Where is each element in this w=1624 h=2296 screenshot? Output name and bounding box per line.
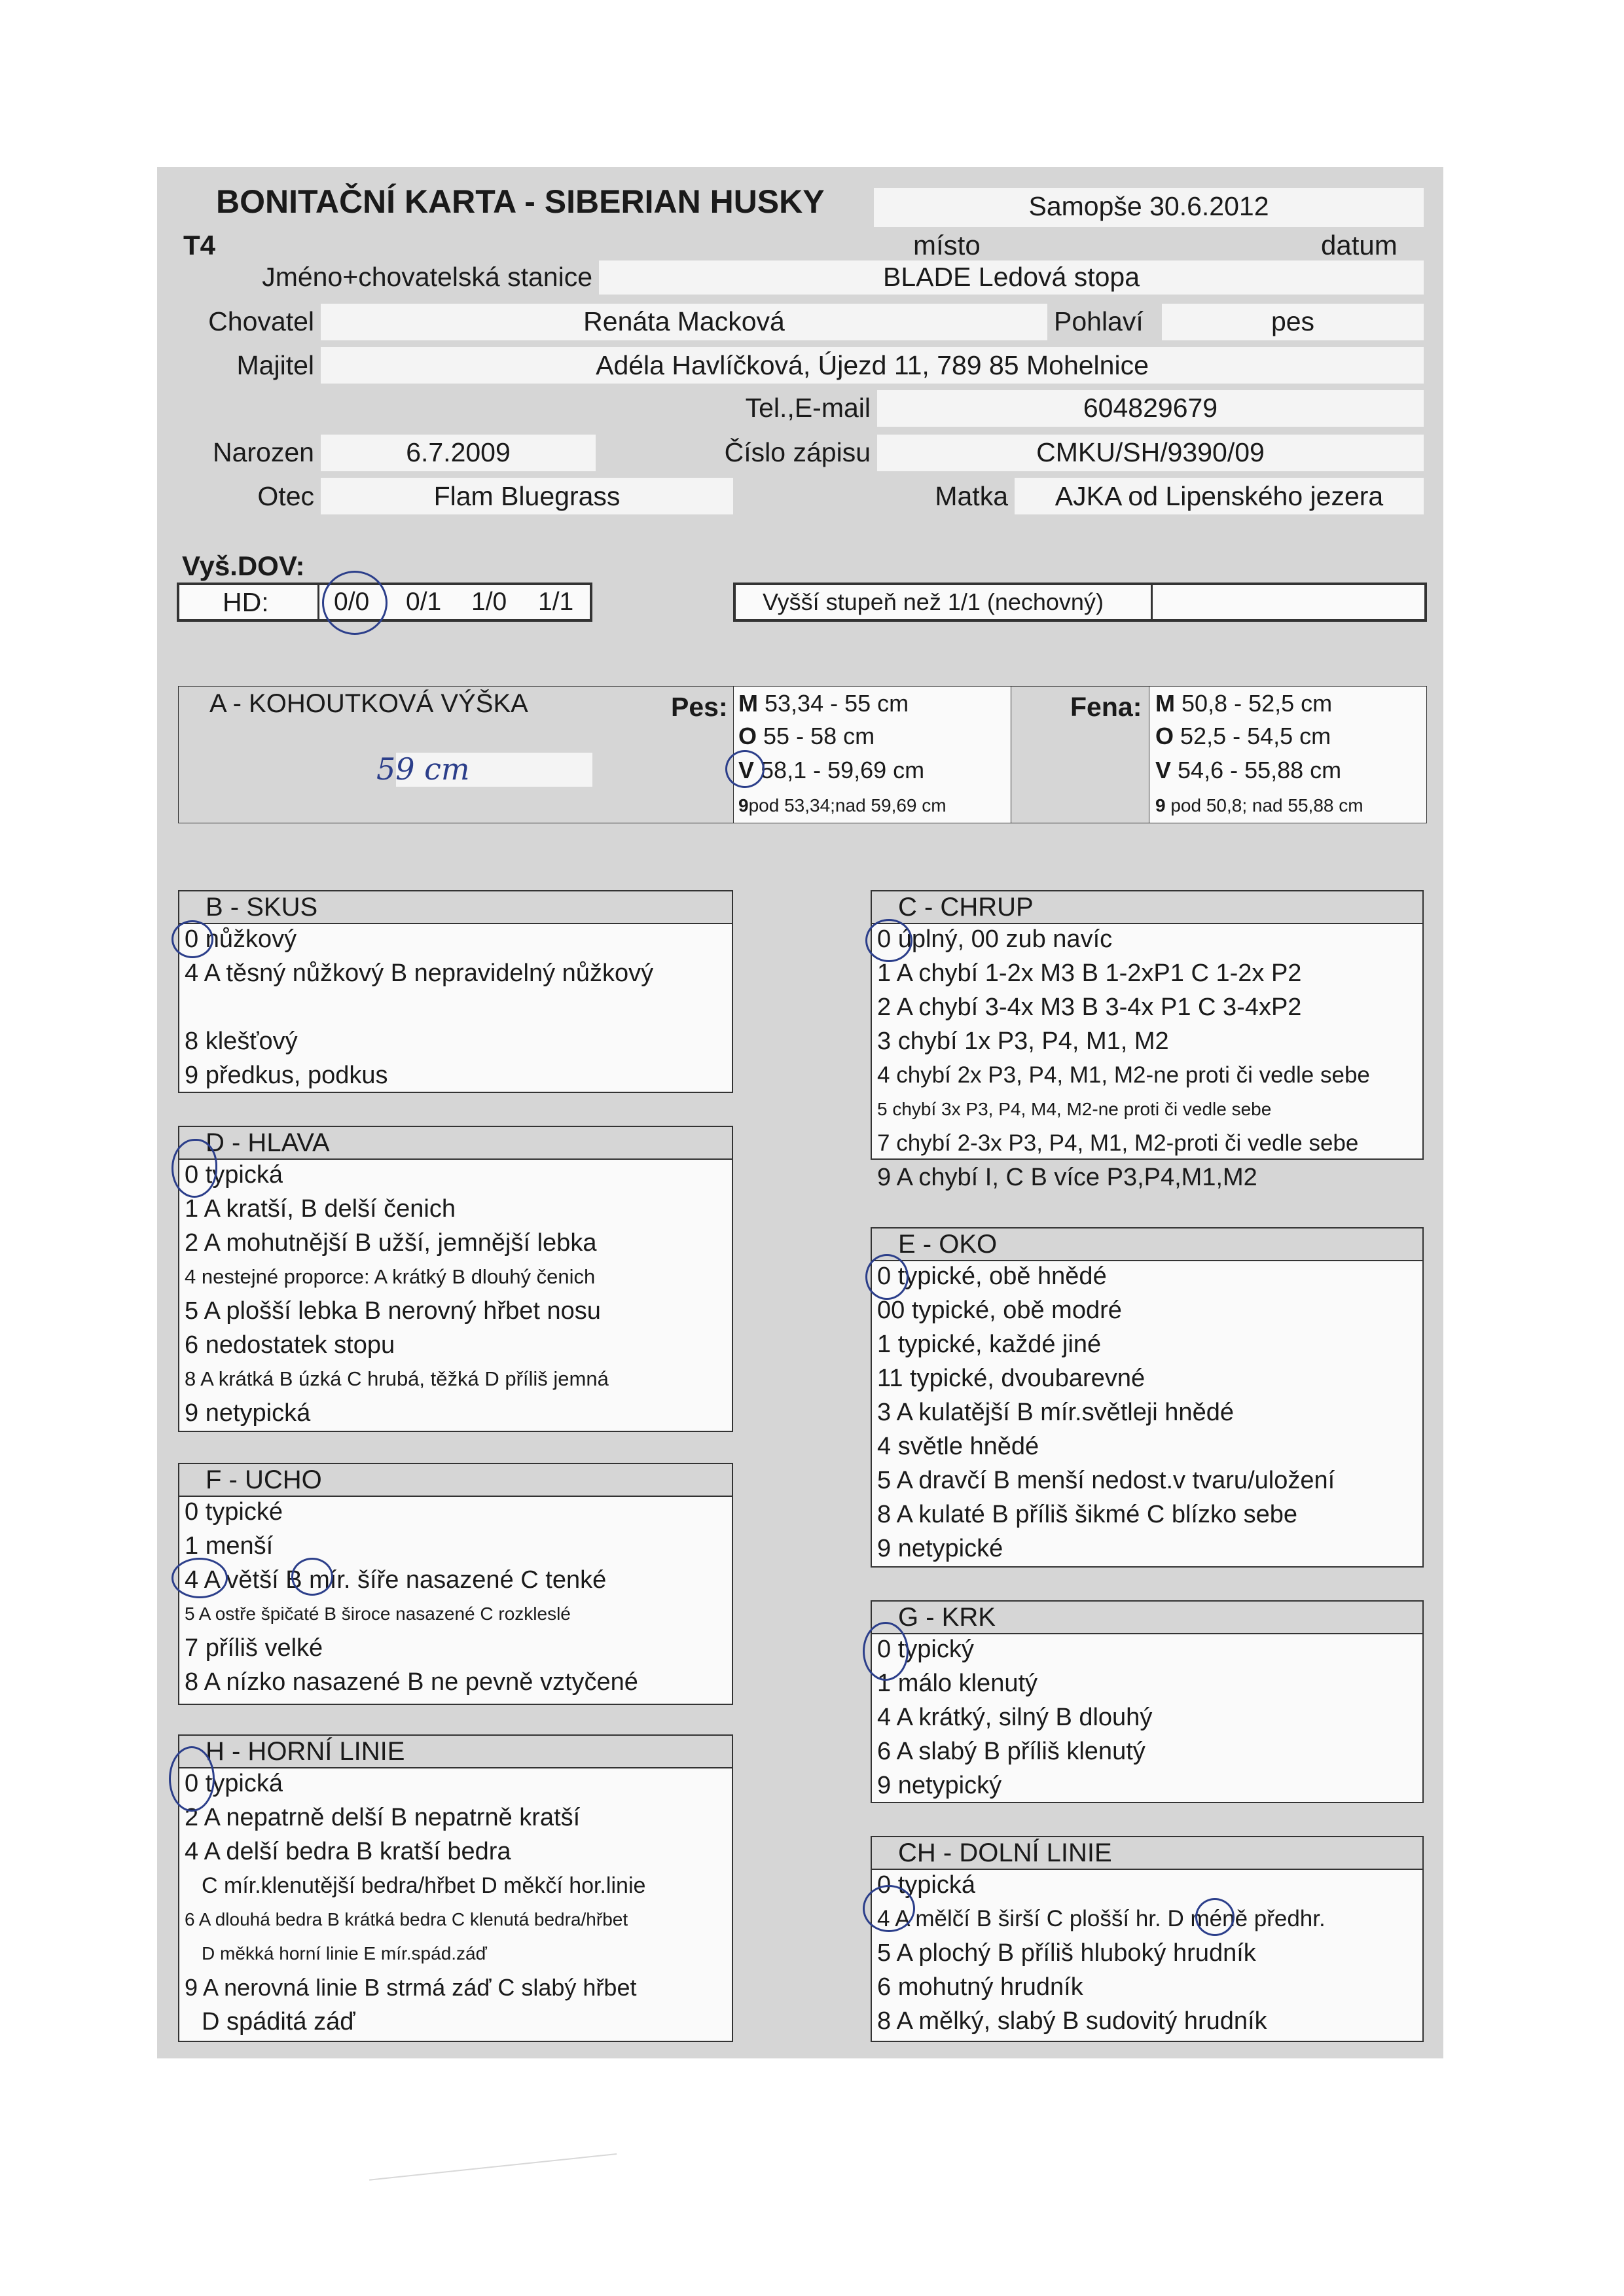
reg-value: CMKU/SH/9390/09 (1036, 437, 1265, 467)
underline-title: CH - DOLNÍ LINIE (872, 1837, 1422, 1870)
bite-option: 8 klešťový (185, 1028, 298, 1055)
male-row-m-text: 53,34 - 55 cm (765, 690, 909, 717)
ear-option: 1 menší (185, 1532, 274, 1560)
head-option: 5 A plošší lebka B nerovný hřbet nosu (185, 1297, 601, 1325)
owner-label: Majitel (236, 350, 314, 380)
head-option: 4 nestejné proporce: A krátký B dlouhý čenich (185, 1265, 596, 1288)
topline-option: 9 A nerovná linie B strmá záď C slabý hřbet (185, 1974, 637, 2001)
reg-label: Číslo zápisu (724, 437, 871, 467)
bite-option: 9 předkus, podkus (185, 1062, 388, 1089)
topline-option: D měkká horní linie E mír.spád.záď (202, 1943, 487, 1964)
neck-option: 0 typický (877, 1636, 974, 1663)
circle-mark-hd (322, 571, 388, 635)
underline-option: 8 A mělký, slabý B sudovitý hrudník (877, 2007, 1267, 2035)
head-option: 6 nedostatek stopu (185, 1331, 395, 1359)
neck-option: 9 netypický (877, 1772, 1002, 1799)
born-label: Narozen (213, 437, 314, 467)
male-row-v (738, 755, 924, 785)
topline-title: H - HORNÍ LINIE (179, 1736, 732, 1768)
female-row-o (1155, 721, 1331, 751)
dog-label: Jméno+chovatelská stanice (262, 262, 592, 292)
owner-value: Adéla Havlíčková, Újezd 11, 789 85 Mohelnice (596, 350, 1149, 380)
male-row-9-text: pod 53,34;nad 59,69 cm (748, 795, 947, 816)
circle-mark-head (171, 1139, 217, 1198)
circle-mark-ear-b (291, 1558, 333, 1596)
female-row-v-text: 54,6 - 55,88 cm (1178, 757, 1342, 783)
hd-option-01: 0/1 (406, 588, 442, 616)
female-row-9-text: pod 50,8; nad 55,88 cm (1170, 795, 1363, 816)
eye-option: 1 typické, každé jiné (877, 1331, 1102, 1358)
female-row-o-code: O (1155, 723, 1174, 749)
signature-mark (365, 2114, 617, 2180)
female-row-v-code: V (1155, 757, 1172, 783)
female-row-o-text: 52,5 - 54,5 cm (1180, 723, 1331, 749)
teeth-option: 1 A chybí 1-2x M3 B 1-2xP1 C 1-2x P2 (877, 960, 1302, 987)
female-row-v (1155, 755, 1341, 785)
teeth-option: 4 chybí 2x P3, P4, M1, M2-ne proti či vedle sebe (877, 1062, 1370, 1088)
card-title: BONITAČNÍ KARTA - SIBERIAN HUSKY (216, 183, 825, 220)
circle-mark-underline (863, 1885, 915, 1932)
breeder-label: Chovatel (208, 306, 314, 336)
ear-option: 7 příliš velké (185, 1634, 323, 1662)
underline-option: 6 mohutný hrudník (877, 1973, 1083, 2001)
eye-option: 0 typické, obě hnědé (877, 1263, 1107, 1290)
contact-value: 604829679 (1083, 393, 1218, 423)
male-row-o-text: 55 - 58 cm (763, 723, 875, 749)
head-option: 2 A mohutnější B užší, jemnější lebka (185, 1229, 597, 1257)
topline-option: D spáditá záď (202, 2008, 355, 2036)
male-row-o-code: O (738, 723, 757, 749)
head-option: 0 typická (185, 1161, 283, 1189)
teeth-option: 7 chybí 2-3x P3, P4, M1, M2-proti či vedle sebe (877, 1130, 1359, 1156)
teeth-option: 3 chybí 1x P3, P4, M1, M2 (877, 1028, 1169, 1055)
born-value: 6.7.2009 (406, 437, 511, 467)
hd-option-10: 1/0 (471, 588, 507, 616)
card-code: T4 (183, 230, 216, 260)
circle-mark-teeth (865, 919, 912, 962)
health-label: Vyš.DOV: (182, 550, 305, 581)
eye-option: 8 A kulaté B příliš šikmé C blízko sebe (877, 1501, 1298, 1528)
sire-value: Flam Bluegrass (433, 481, 621, 511)
ear-title: F - UCHO (179, 1464, 732, 1497)
topline-option: C mír.klenutější bedra/hřbet D měkčí hor.linie (202, 1873, 646, 1898)
place-label: místo (913, 230, 981, 260)
eye-option: 4 světle hnědé (877, 1433, 1039, 1460)
eye-option: 11 typické, dvoubarevné (877, 1365, 1146, 1392)
event-value: Samopše 30.6.2012 (1028, 191, 1269, 221)
hd-label: HD: (223, 587, 269, 617)
dam-label: Matka (935, 481, 1008, 511)
ear-option: 8 A nízko nasazené B ne pevně vztyčené (185, 1668, 638, 1696)
sex-label: Pohlaví (1054, 306, 1144, 336)
female-row-9-code: 9 (1155, 795, 1166, 816)
head-option: 1 A kratší, B delší čenich (185, 1195, 456, 1223)
teeth-option: 9 A chybí I, C B více P3,P4,M1,M2 (877, 1164, 1257, 1191)
eye-option: 5 A dravčí B menší nedost.v tvaru/uložení (877, 1467, 1335, 1494)
bite-option: 4 A těsný nůžkový B nepravidelný nůžkový (185, 960, 654, 987)
topline-option: 4 A delší bedra B kratší bedra (185, 1838, 511, 1865)
male-row-9-code: 9 (738, 795, 749, 816)
breeder-value: Renáta Macková (583, 306, 785, 336)
higher-grade-divider (1151, 584, 1153, 620)
head-option: 8 A krátká B úzká C hrubá, těžká D příliš jemná (185, 1367, 609, 1390)
head-option: 9 netypická (185, 1399, 311, 1427)
male-row-m (738, 689, 909, 719)
ear-option: 0 typické (185, 1498, 283, 1526)
teeth-title: C - CHRUP (872, 891, 1422, 924)
eye-option: 9 netypické (877, 1535, 1003, 1562)
female-label: Fena: (1070, 692, 1142, 722)
hd-divider (317, 584, 319, 620)
head-title: D - HLAVA (179, 1127, 732, 1160)
neck-title: G - KRK (872, 1602, 1422, 1634)
teeth-option: 2 A chybí 3-4x M3 B 3-4x P1 C 3-4xP2 (877, 994, 1302, 1021)
underline-option: 5 A plochý B příliš hluboký hrudník (877, 1939, 1256, 1967)
dog-value: BLADE Ledová stopa (882, 262, 1140, 292)
female-row-m (1155, 689, 1332, 719)
topline-option: 2 A nepatrně delší B nepatrně kratší (185, 1804, 581, 1831)
teeth-option: 5 chybí 3x P3, P4, M4, M2-ne proti či vedle sebe (877, 1099, 1272, 1119)
ear-option: 5 A ostře špičaté B široce nasazené C rozkleslé (185, 1604, 571, 1624)
circle-mark-topline (169, 1746, 215, 1812)
underline-option: 0 typická (877, 1871, 975, 1899)
height-handwritten: 59 cm (376, 751, 470, 787)
sire-label: Otec (257, 481, 314, 511)
eye-title: E - OKO (872, 1229, 1422, 1261)
circle-mark-bite (171, 920, 213, 958)
circle-mark-height (725, 750, 765, 788)
neck-option: 4 A krátký, silný B dlouhý (877, 1704, 1153, 1731)
neck-option: 6 A slabý B příliš klenutý (877, 1738, 1146, 1765)
neck-option: 1 málo klenutý (877, 1670, 1038, 1697)
female-row-m-code: M (1155, 690, 1175, 717)
sex-value: pes (1271, 306, 1315, 336)
hd-option-00: 0/0 (334, 588, 370, 616)
dam-value: AJKA od Lipenského jezera (1055, 481, 1384, 511)
circle-mark-underline-d (1195, 1898, 1235, 1936)
eye-option: 3 A kulatější B mír.světleji hnědé (877, 1399, 1234, 1426)
female-row-m-text: 50,8 - 52,5 cm (1182, 690, 1333, 717)
ear-option: 4 A větší B mír. šíře nasazené C tenké (185, 1566, 607, 1594)
male-row-v-code: V (738, 757, 755, 783)
circle-mark-ear (171, 1558, 228, 1598)
eye-option: 00 typické, obě modré (877, 1297, 1122, 1324)
underline-option: 4 A mělčí B širší C plošší hr. D méně předhr. (877, 1906, 1326, 1931)
bite-title: B - SKUS (179, 891, 732, 924)
contact-label: Tel.,E-mail (745, 393, 871, 423)
circle-mark-eye (865, 1254, 909, 1300)
topline-option: 6 A dlouhá bedra B krátká bedra C klenutá bedra/hřbet (185, 1909, 628, 1929)
circle-mark-neck (863, 1622, 909, 1681)
hd-option-11: 1/1 (538, 588, 574, 616)
male-row-9 (738, 791, 947, 821)
topline-option: 0 typická (185, 1770, 283, 1797)
male-row-o (738, 721, 875, 751)
female-row-9 (1155, 791, 1363, 821)
teeth-option: 0 úplný, 00 zub navíc (877, 925, 1113, 953)
male-label: Pes: (671, 692, 728, 722)
bite-option: 0 nůžkový (185, 925, 297, 953)
height-title: A - KOHOUTKOVÁ VÝŠKA (209, 689, 528, 718)
date-label: datum (1321, 230, 1398, 260)
male-row-v-text: 58,1 - 59,69 cm (761, 757, 925, 783)
male-row-m-code: M (738, 690, 758, 717)
higher-grade-label: Vyšší stupeň než 1/1 (nechovný) (763, 588, 1104, 615)
